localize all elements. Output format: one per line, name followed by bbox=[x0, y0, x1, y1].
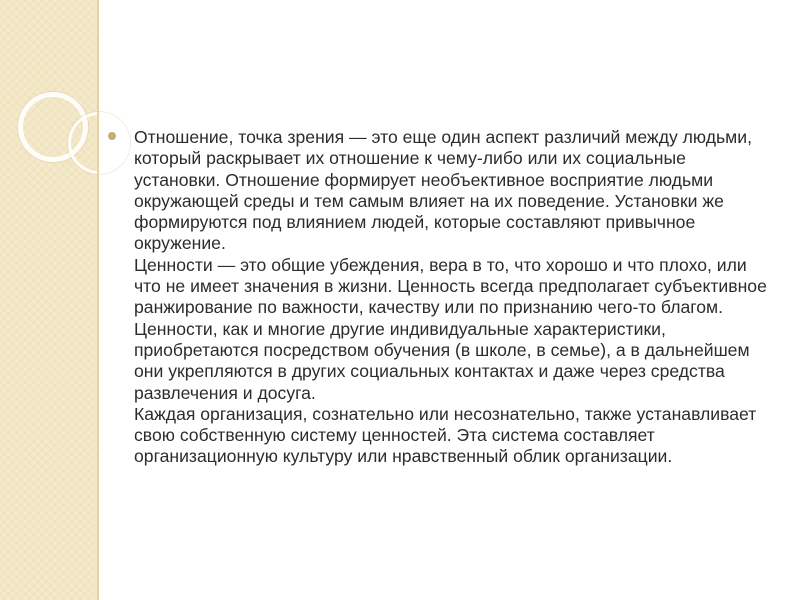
bullet-text bbox=[134, 127, 768, 468]
decorative-side-panel bbox=[0, 0, 97, 600]
paragraph-attitude: Отношение, точка зрения — это еще один аспект различий между людьми, который раскрывает их отношение к чему-либо или их социальные установки. Отношение формирует необъективное восприятие людьми окружающей среды и тем самым влияет на их поведение. Установки же формируются под влиянием людей, которые составляют привычное окружение. bbox=[134, 127, 752, 254]
paragraph-organization-values: Каждая организация, сознательно или несознательно, также устанавливает свою собственную систему ценностей. Эта система составляет организационную культуру или нравственный облик организации. bbox=[134, 403, 757, 467]
paragraph-values-learning: Ценности, как и многие другие индивидуальные характеристики, приобретаются посредством обучения (в школе, в семье), а в дальнейшем они укрепляются в других социальных контактах и даже через средства развлечения и досуга. bbox=[134, 318, 750, 403]
paragraph-values-definition: Ценности — это общие убеждения, вера в то, что хорошо и что плохо, или что не имеет значения в жизни. Ценность всегда предполагает субъективное ранжирование по важности, качеству или по признанию чего-то благом. bbox=[134, 254, 767, 318]
panel-divider bbox=[97, 0, 99, 600]
bullet-icon bbox=[108, 132, 116, 140]
slide-content bbox=[108, 127, 768, 468]
